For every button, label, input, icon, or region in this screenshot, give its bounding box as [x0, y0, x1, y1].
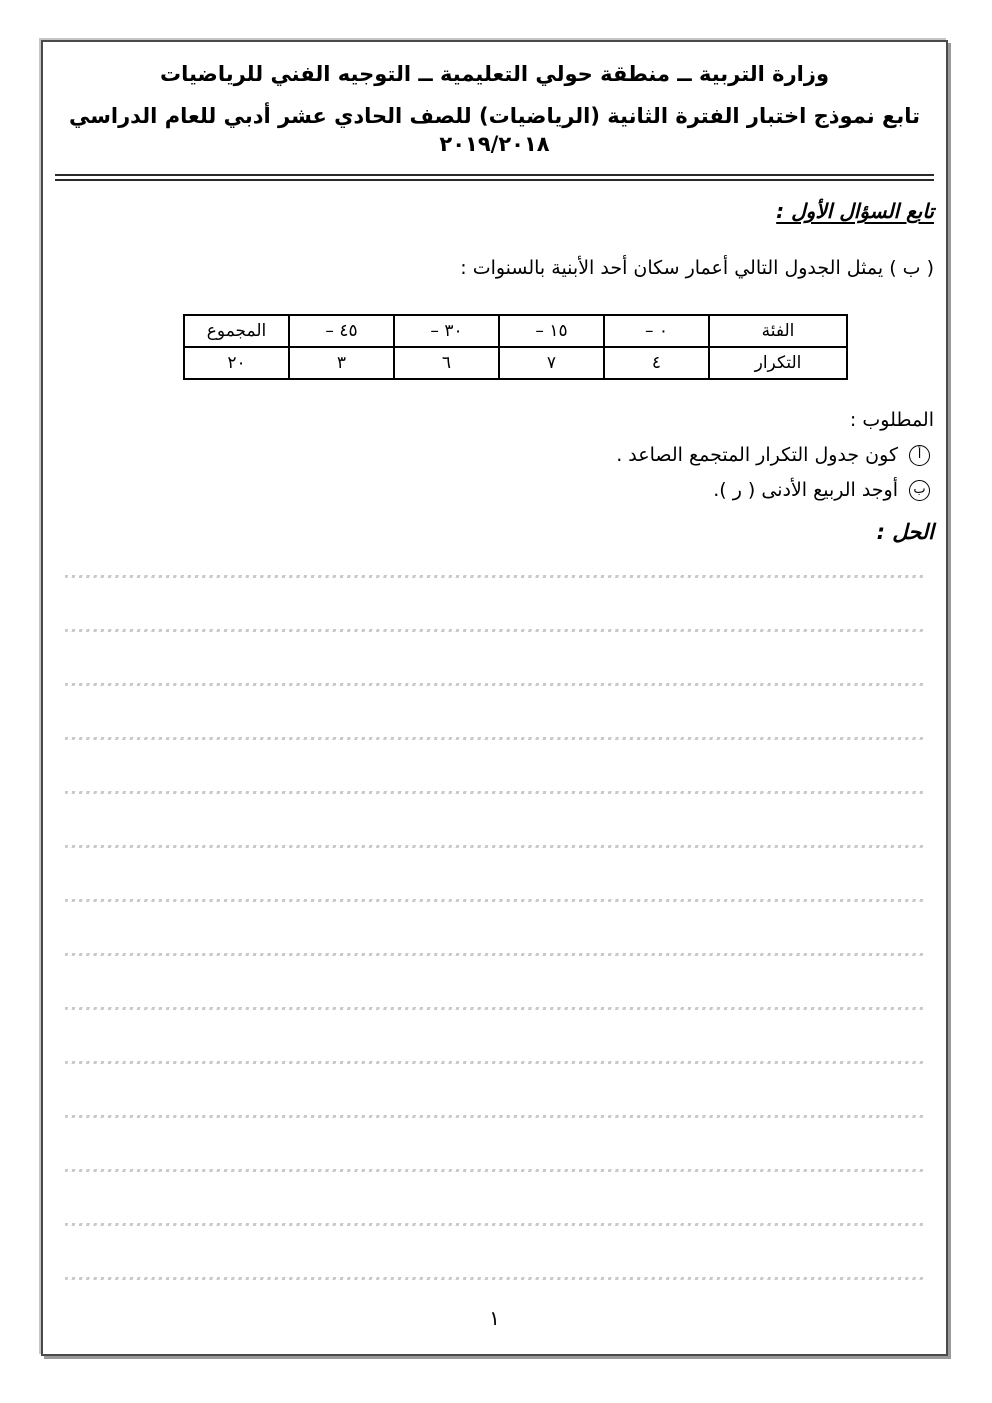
circled-letter-a: أ	[909, 445, 930, 466]
circled-letter-b: ب	[909, 480, 930, 501]
answer-dotted-line	[65, 899, 924, 902]
header-divider	[55, 174, 934, 181]
answer-dotted-line	[65, 1115, 924, 1118]
answer-dotted-line	[65, 1223, 924, 1226]
table-cell: ١٥ –	[499, 315, 604, 347]
table-frequency-row	[184, 347, 847, 379]
answer-dotted-line	[65, 953, 924, 956]
exam-page	[41, 40, 948, 1356]
required-item-b-text: أوجد الربيع الأدنى ( ر ).	[713, 479, 898, 501]
table-cell: ٢٠	[184, 347, 289, 379]
table-cell: ٦	[394, 347, 499, 379]
page-content	[43, 42, 946, 1354]
frequency-table	[183, 314, 848, 380]
answer-dotted-line	[65, 1169, 924, 1172]
required-label: المطلوب :	[849, 409, 934, 431]
required-item-a-text: كون جدول التكرار المتجمع الصاعد .	[616, 444, 898, 466]
answer-dotted-line	[65, 1061, 924, 1064]
question-part-intro: ( ب ) يمثل الجدول التالي أعمار سكان أحد الأبنية بالسنوات :	[460, 257, 934, 279]
answer-dotted-line	[65, 629, 924, 632]
table-cell: المجموع	[184, 315, 289, 347]
question-continuation-title: تابع السؤال الأول :	[776, 199, 934, 223]
table-cell: ٠ –	[604, 315, 709, 347]
required-item-a	[55, 442, 930, 469]
answer-dotted-line	[65, 845, 924, 848]
answer-dotted-line	[65, 575, 924, 578]
solution-label: الحل :	[876, 520, 934, 544]
header-line-1: وزارة التربية ــ منطقة حولي التعليمية ــ التوجيه الفني للرياضيات	[159, 62, 830, 86]
table-cell: ٧	[499, 347, 604, 379]
required-item-b	[55, 477, 930, 504]
answer-writing-area	[55, 575, 934, 1280]
table-cell: ٣٠ –	[394, 315, 499, 347]
table-cell: التكرار	[709, 347, 847, 379]
answer-dotted-line	[65, 1277, 924, 1280]
table-cell: ٤	[604, 347, 709, 379]
table-cell: ٤٥ –	[289, 315, 394, 347]
answer-dotted-line	[65, 791, 924, 794]
header-line-2: تابع نموذج اختبار الفترة الثانية (الرياضيات) للصف الحادي عشر أدبي للعام الدراسي ٢٠١٩/٢٠١٨	[68, 104, 920, 156]
answer-dotted-line	[65, 683, 924, 686]
table-cell: الفئة	[709, 315, 847, 347]
table-class-row	[184, 315, 847, 347]
answer-dotted-line	[65, 737, 924, 740]
page-number: ١	[489, 1306, 500, 1330]
answer-dotted-line	[65, 1007, 924, 1010]
table-cell: ٣	[289, 347, 394, 379]
